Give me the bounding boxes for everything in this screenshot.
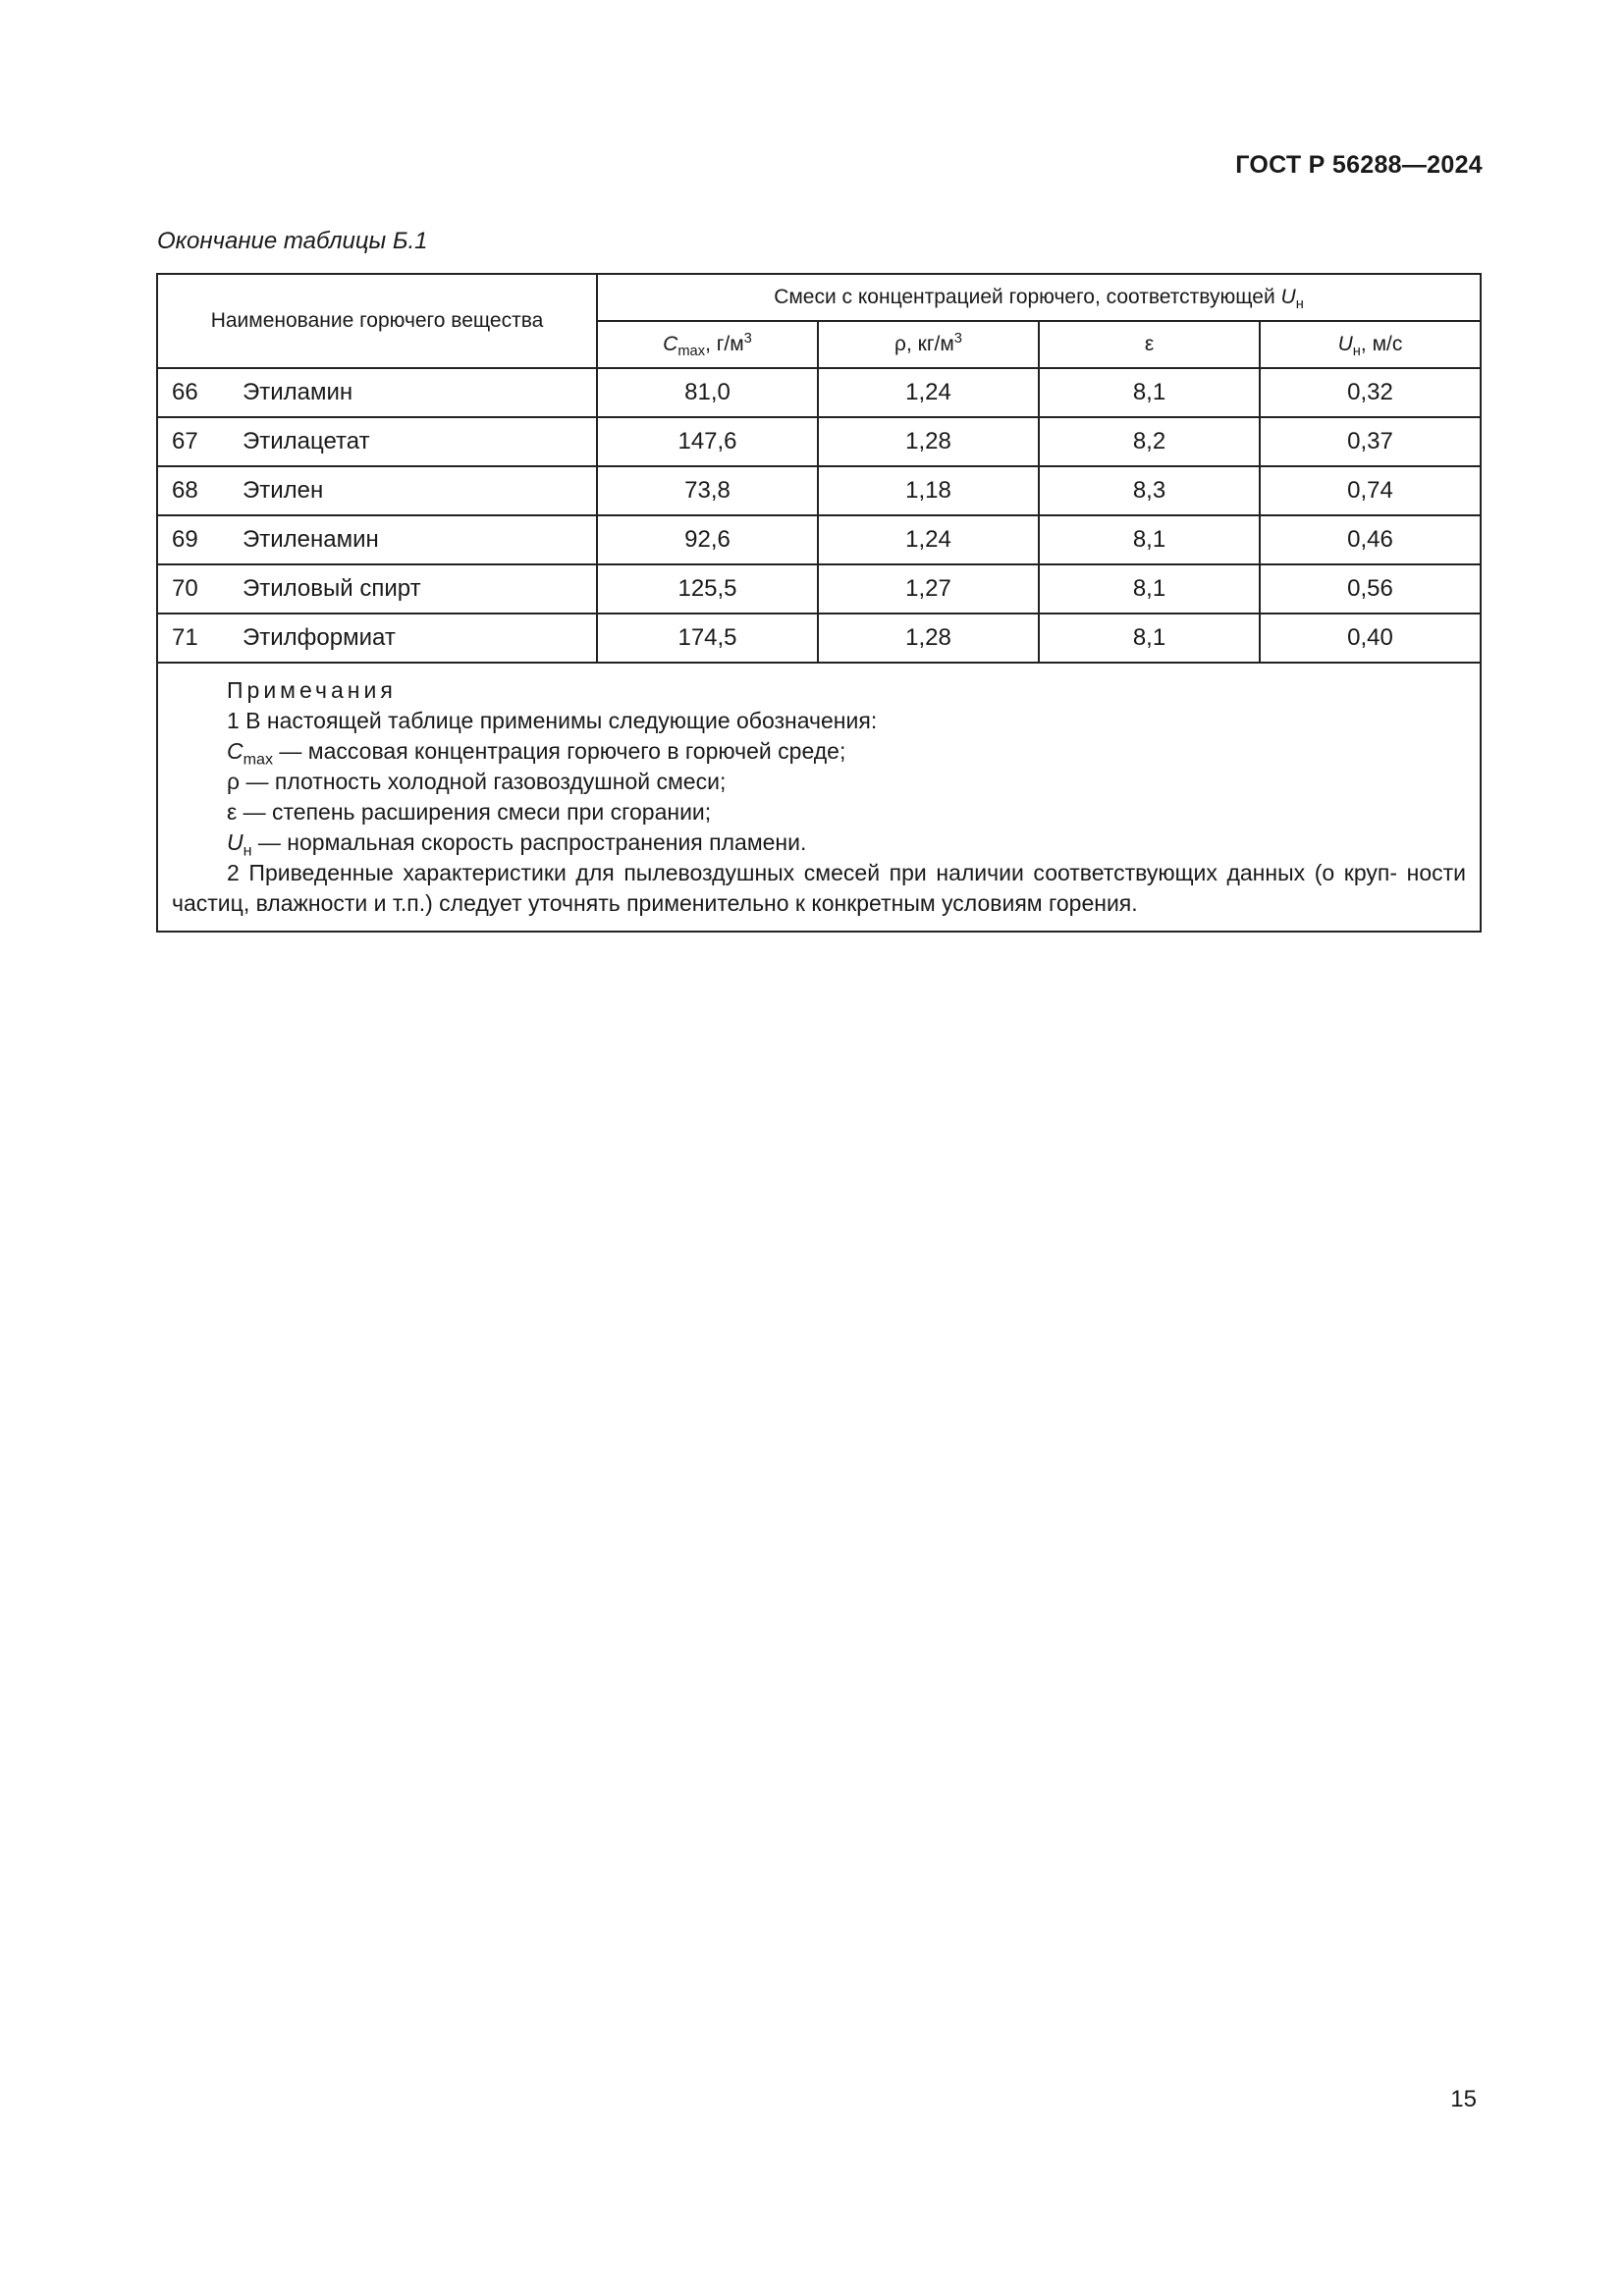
un-value: 0,56 (1260, 564, 1481, 614)
substance-name: Этилацетат (243, 428, 370, 454)
un-value: 0,32 (1260, 368, 1481, 417)
row-number: 70 (172, 575, 198, 602)
substance-name: Этилформиат (243, 624, 396, 651)
table-row (157, 614, 1481, 663)
table-row (157, 564, 1481, 614)
eps-value: 8,1 (1039, 515, 1260, 564)
eps-value: 8,1 (1039, 368, 1260, 417)
definition-cmax: $C_{max}$ — массовая концентрация горючего в горючей среде; (227, 738, 846, 769)
substance-cell (157, 515, 597, 564)
row-number: 68 (172, 477, 198, 504)
column-header-eps: ε (1039, 321, 1260, 368)
substance-name: Этилен (243, 477, 324, 504)
un-value: 0,74 (1260, 466, 1481, 515)
column-header-cmax: $C_{max}$, $г/м^3$ (597, 321, 818, 368)
un-value: 0,37 (1260, 417, 1481, 466)
substance-cell (157, 368, 597, 417)
cmax-value: 174,5 (597, 614, 818, 663)
table-row (157, 368, 1481, 417)
table-row (157, 515, 1481, 564)
document-code: ГОСТ Р 56288—2024 (1235, 151, 1483, 179)
group-header: Смеси с концентрацией горючего, соответствующей $U_н$ (597, 274, 1481, 321)
rho-value: 1,24 (818, 368, 1039, 417)
eps-value: 8,1 (1039, 614, 1260, 663)
row-number: 66 (172, 379, 198, 405)
cmax-value: 92,6 (597, 515, 818, 564)
notes-row (157, 663, 1481, 932)
rho-value: 1,27 (818, 564, 1039, 614)
definition-rho: ρ — плотность холодной газовоздушной смеси; (227, 769, 727, 794)
rho-value: 1,24 (818, 515, 1039, 564)
note-2: 2 Приведенные характеристики для пылевоздушных смесей при наличии соответствующих данных (о круп- ности частиц, влажности и т.п.) следует уточнять применительно к конкретным условиям горения. (172, 860, 1466, 916)
row-number: 69 (172, 526, 198, 553)
eps-value: 8,3 (1039, 466, 1260, 515)
rho-value: 1,28 (818, 614, 1039, 663)
definition-eps: ε — степень расширения смеси при сгорании; (227, 799, 712, 825)
cmax-value: 73,8 (597, 466, 818, 515)
substance-name: Этиловый спирт (243, 575, 421, 602)
table-row (157, 466, 1481, 515)
cmax-value: 81,0 (597, 368, 818, 417)
cmax-value: 125,5 (597, 564, 818, 614)
un-value: 0,40 (1260, 614, 1481, 663)
data-table (156, 273, 1482, 933)
column-header-un: $U_н$, м/с (1260, 321, 1481, 368)
name-column-header: Наименование горючего вещества (157, 274, 597, 368)
substance-cell (157, 466, 597, 515)
note-1: 1 В настоящей таблице применимы следующие обозначения: (227, 708, 878, 733)
cmax-value: 147,6 (597, 417, 818, 466)
page-number: 15 (1450, 2086, 1477, 2112)
un-value: 0,46 (1260, 515, 1481, 564)
eps-value: 8,1 (1039, 564, 1260, 614)
substance-cell (157, 417, 597, 466)
eps-value: 8,2 (1039, 417, 1260, 466)
table-row (157, 417, 1481, 466)
rho-value: 1,28 (818, 417, 1039, 466)
substance-cell (157, 564, 597, 614)
substance-name: Этиленамин (243, 526, 379, 553)
substance-name: Этиламин (243, 379, 353, 405)
row-number: 71 (172, 624, 198, 651)
row-number: 67 (172, 428, 198, 454)
notes-cell (157, 663, 1481, 932)
column-header-rho: ρ, $кг/м^3$ (818, 321, 1039, 368)
rho-value: 1,18 (818, 466, 1039, 515)
notes-title: Примечания (227, 677, 397, 703)
substance-cell (157, 614, 597, 663)
table-caption: Окончание таблицы Б.1 (157, 228, 428, 254)
definition-un: $U_н$ — нормальная скорость распространения пламени. (227, 829, 807, 860)
